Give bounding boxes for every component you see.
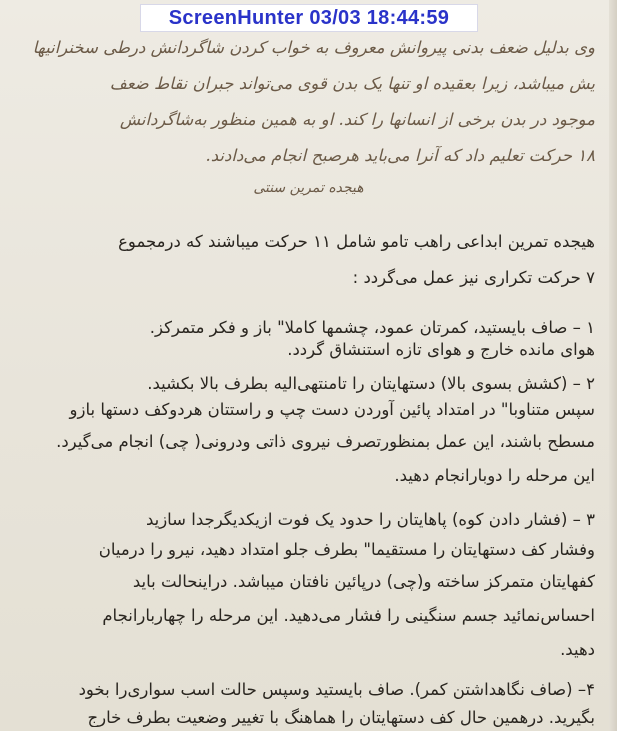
text-line: یش میباشد، زیرا بعقیده او تنها یک بدن قوی می‌تواند جبران نقاط ضعف xyxy=(109,74,595,93)
text-line: ۳ – (فشار دادن کوه) پاهایتان را حدود یک فوت ازیکدیگرجدا سازید xyxy=(145,510,595,529)
text-line: وفشار کف دستهایتان را مستقیما" بطرف جلو امتداد دهید، نیرو را درمیان xyxy=(98,540,595,559)
text-line: ۱۸ حرکت تعلیم داد که آنرا می‌باید هرصبح انجام می‌دادند. xyxy=(205,146,595,165)
text-line: کفهایتان متمرکز ساخته و(چی) درپائین نافتان میباشد. درا‌ینحالت باید xyxy=(132,572,595,591)
text-line: این مرحله را دوبارانجام دهید. xyxy=(394,466,595,485)
text-line: موجود در بدن برخی از انسانها را کند. او به همین منظور به‌شاگردانش xyxy=(119,110,595,129)
text-line: ۲ – (کشش بسوی بالا) دستهایتان را تامنتهی‌الیه بطرف بالا بکشید. xyxy=(147,374,595,393)
text-line: ۴– (صاف نگاهداشتن کمر). صاف بایستید وسپس حالت اسب سواری‌را بخود xyxy=(78,680,595,699)
text-line: بگیرید. درهمین حال کف دستهایتان را هماهنگ با تغییر وضعیت بطرف خارج xyxy=(87,708,595,727)
text-line: مسطح باشند، این عمل بمنظورتصرف نیروی ذاتی ودرونی( چی) انجام می‌گیرد. xyxy=(56,432,595,451)
text-line: سپس متناوبا" در امتداد پائین آوردن دست چپ و راستتان هردوکف دستها بازو xyxy=(69,400,595,419)
text-line: دهید. xyxy=(560,640,595,659)
text-line: وی بدلیل ضعف بدنی پیروانش معروف به خواب کردن شاگردانش درطی سخنرانیها xyxy=(32,38,595,57)
page-edge xyxy=(609,0,617,731)
screenhunter-timestamp: ScreenHunter 03/03 18:44:59 xyxy=(140,4,478,32)
text-line: ۱ – صاف بایستید، کمرتان عمود، چشمها کاملا" باز و فکر متمرکز. xyxy=(149,318,595,337)
text-line: احساس‌نمائید جسم سنگینی را فشار می‌دهید. این مرحله را چهاربارانجام xyxy=(102,606,595,625)
text-line: هیجده تمرین ابداعی راهب تامو شامل ۱۱ حرکت میباشند که درمجموع xyxy=(118,232,595,251)
section-heading: هیجده تمرین سنتی xyxy=(253,180,364,196)
text-line: هوای مانده خارج و هوای تازه استنشاق گردد. xyxy=(287,340,595,359)
text-line: ۷ حرکت تکراری نیز عمل می‌گردد : xyxy=(352,268,595,287)
